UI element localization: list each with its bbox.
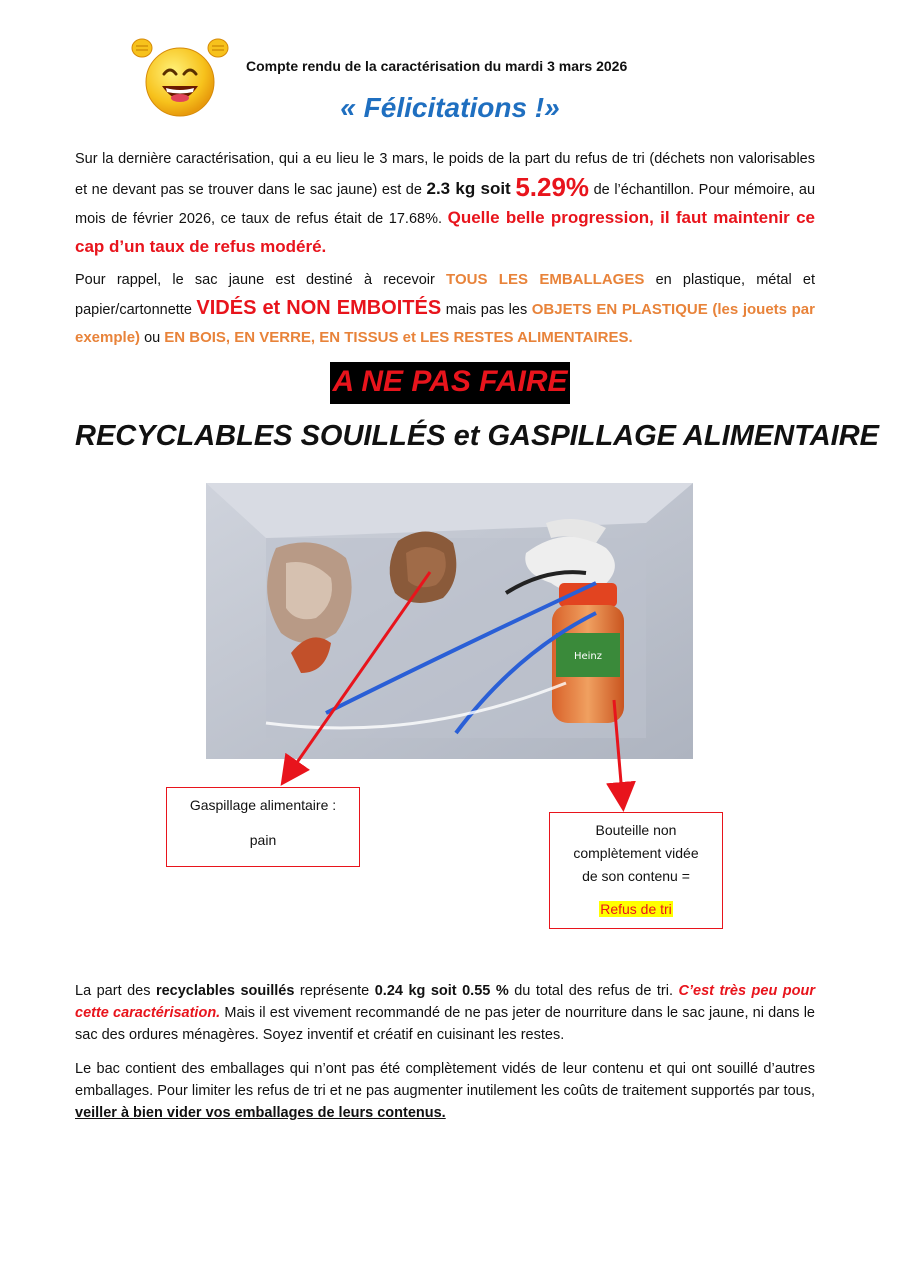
unemptied-bottle-callout xyxy=(549,812,723,929)
do-not-do-label: A NE PAS FAIRE xyxy=(330,362,569,404)
memo-text: de l’échantillon. Pour mémoire, au mois de février 2026, ce taux de refus était de 17.68%. xyxy=(75,182,816,227)
soiled-recyclables-term: recyclables souillés xyxy=(155,983,295,999)
section-heading: RECYCLABLES SOUILLÉS et GASPILLAGE ALIMENTAIRE xyxy=(75,420,879,452)
body-text: Mais il est vivement recommandé de ne pas jeter de nourriture dans le sac jaune, ni dans le sac des ordures ménagères. Soyez inventif et créatif en cuisinant les restes. xyxy=(75,1005,815,1043)
results-paragraph xyxy=(75,145,815,262)
callout-text: Bouteille non xyxy=(595,822,677,838)
excluded-materials-text: EN BOIS, EN VERRE, EN TISSUS et LES RESTES ALIMENTAIRES. xyxy=(164,329,633,346)
emptied-not-nested-text: VIDÉS et NON EMBOITÉS xyxy=(196,297,442,319)
very-little-message: C’est très peu pour cette caractérisation. xyxy=(75,983,816,1021)
report-title: Compte rendu de la caractérisation du mardi 3 mars 2026 xyxy=(246,58,628,74)
body-text: du total des refus de tri. xyxy=(508,983,679,999)
all-packaging-text: TOUS LES EMBALLAGES xyxy=(446,271,645,288)
soiled-recyclables-paragraph xyxy=(75,980,815,1046)
weight-value: 2.3 kg soit xyxy=(426,179,511,198)
advice-paragraph xyxy=(75,1058,815,1124)
body-text: représente xyxy=(294,983,375,999)
food-waste-callout xyxy=(166,787,360,867)
jar-label: Heinz xyxy=(573,651,603,662)
callout-text: de son contenu = xyxy=(582,868,690,884)
body-text: Le bac contient des emballages qui n’ont pas été complètement vidés de leur contenu et qui ont souillé d’autres emballages. Pour limiter les refus de tri et ne pas augmenter inutilement les coûts de traitement supportés par tous, xyxy=(75,1061,815,1099)
warning-banner xyxy=(0,362,900,404)
refusal-rate: 5.29% xyxy=(515,172,590,202)
soiled-weight-value: 0.24 kg soit 0.55 % xyxy=(374,983,509,999)
plastic-objects-text: OBJETS EN PLASTIQUE (les jouets par exemple) xyxy=(75,301,815,346)
callout-text: complètement vidée xyxy=(573,845,699,861)
sorting-refusal-label: Refus de tri xyxy=(600,901,672,917)
reminder-paragraph xyxy=(75,266,815,352)
progress-message: Quelle belle progression, il faut maintenir ce cap d’un taux de refus modéré. xyxy=(75,208,815,256)
reminder-text: mais pas les xyxy=(441,302,532,318)
empty-packaging-advice: veiller à bien vider vos emballages de leurs contenus. xyxy=(75,1105,446,1121)
reminder-text: en plastique, métal et papier/cartonnette xyxy=(75,272,815,318)
reminder-text: ou xyxy=(140,330,165,346)
results-text: Sur la dernière caractérisation, qui a eu lieu le 3 mars, le poids de la part du refus de tri (déchets non valorisables et ne devant pas se trouver dans le sac jaune) est de xyxy=(75,151,815,198)
reminder-text: Pour rappel, le sac jaune est destiné à recevoir xyxy=(75,272,447,288)
callout-text: pain xyxy=(249,832,277,848)
bin-contents-photo xyxy=(206,483,693,759)
callout-text: Gaspillage alimentaire : xyxy=(189,797,337,813)
body-text: La part des xyxy=(75,983,156,999)
congratulations-heading: « Félicitations !» xyxy=(340,92,560,123)
